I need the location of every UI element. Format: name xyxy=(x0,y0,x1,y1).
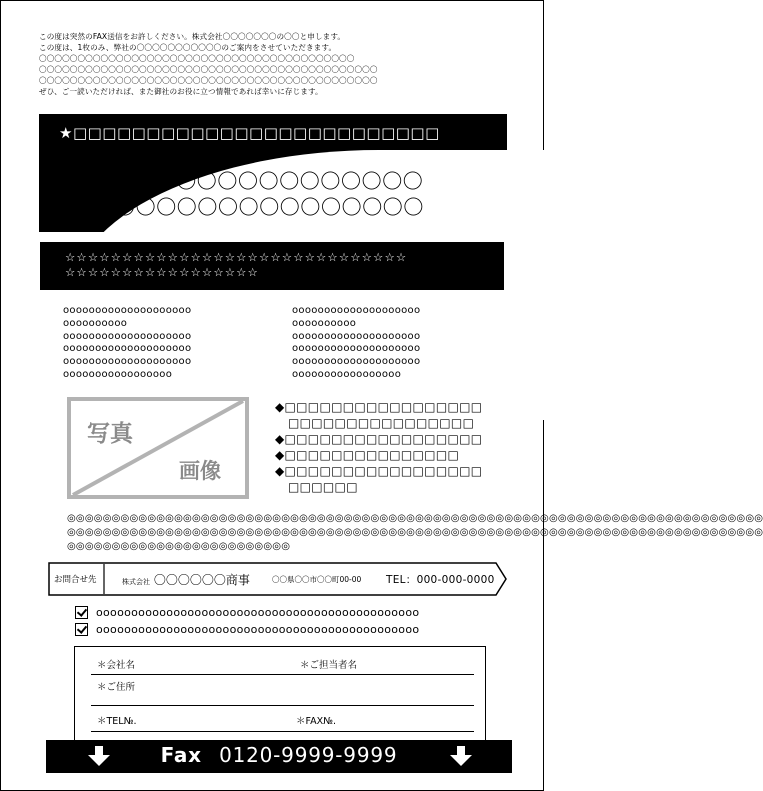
checkbox-label: oooooooooooooooooooooooooooooooooooooooooooooo xyxy=(96,623,420,636)
hero-circles xyxy=(115,168,495,220)
down-arrow-icon xyxy=(450,746,472,766)
intro-line: この度は、1枚のみ、弊社の〇〇〇〇〇〇〇〇〇〇〇のご案内をさせていただきます。 xyxy=(39,43,337,52)
text-line: oooooooooo xyxy=(292,317,357,329)
right-text-column xyxy=(292,305,420,382)
intro-line: 〇〇〇〇〇〇〇〇〇〇〇〇〇〇〇〇〇〇〇〇〇〇〇〇〇〇〇〇〇〇〇〇〇〇〇〇〇〇〇〇〇〇〇〇 xyxy=(39,65,378,74)
checkbox-row xyxy=(75,604,419,621)
text-line: oooooooooooooooooooo xyxy=(63,356,192,368)
hero-circles-line: 〇〇〇〇〇〇〇〇〇〇〇〇〇〇 xyxy=(135,169,424,193)
tel-field-line[interactable] xyxy=(91,731,474,732)
contact-tel: TEL：000-000-0000 xyxy=(386,574,495,586)
fax-number-value: 0120-9999-9999 xyxy=(219,743,398,767)
bullet-list xyxy=(275,399,515,495)
stars-banner xyxy=(40,242,504,290)
company-field-line[interactable] xyxy=(91,674,474,675)
stars-line: ☆☆☆☆☆☆☆☆☆☆☆☆☆☆☆☆☆ xyxy=(65,265,259,279)
contact-company xyxy=(122,571,250,588)
reply-form xyxy=(74,646,486,740)
hero-circles-line: 〇〇〇〇〇〇〇〇〇〇〇〇〇〇〇 xyxy=(115,195,424,219)
contact-banner xyxy=(48,562,508,596)
fax-number-banner xyxy=(46,740,512,773)
text-line: oooooooooooooooooooo xyxy=(63,330,192,342)
text-line: oooooooooooooooooooo xyxy=(292,356,421,368)
photo-diagonal xyxy=(67,397,249,499)
text-line: oooooooooooooooooooo xyxy=(292,343,421,355)
intro-line: 〇〇〇〇〇〇〇〇〇〇〇〇〇〇〇〇〇〇〇〇〇〇〇〇〇〇〇〇〇〇〇〇〇〇〇〇〇〇〇〇〇〇〇〇 xyxy=(39,76,378,85)
contact-address: 〇〇県〇〇市〇〇町00-00 xyxy=(272,575,362,584)
text-line: oooooooooooooooooooo xyxy=(63,343,192,355)
hero-title: ★□□□□□□□□□□□□□□□□□□□□□□□□□ xyxy=(59,124,440,142)
company-field-label: ＊会社名 xyxy=(97,660,136,671)
text-line: oooooooooooooooooooo xyxy=(292,330,421,342)
checked-checkbox[interactable] xyxy=(75,623,88,636)
text-line: ooooooooooooooooo xyxy=(292,368,402,380)
image-label: 画像 xyxy=(179,459,221,483)
company-prefix: 株式会社 xyxy=(122,578,150,586)
text-line: oooooooooooooooooooo xyxy=(63,305,192,316)
checked-checkbox[interactable] xyxy=(75,606,88,619)
left-text-column xyxy=(63,305,191,382)
bullet-item: ◆□□□□□□□□□□□□□□□□□ xyxy=(275,432,483,446)
bullet-item-continuation: □□□□□□□□□□□□□□□□ xyxy=(288,416,475,430)
photo-placeholder xyxy=(67,397,249,499)
address-field-line[interactable] xyxy=(91,705,474,706)
hero-banner xyxy=(39,114,507,232)
fax-label: Fax xyxy=(160,743,202,767)
text-line: ◎◎◎◎◎◎◎◎◎◎◎◎◎◎◎◎◎◎◎◎◎◎◎◎◎◎◎◎◎◎◎◎◎◎◎◎◎◎◎◎◎◎◎◎◎◎◎◎◎◎◎◎◎◎◎◎◎◎◎◎◎◎◎◎◎◎◎◎◎◎◎◎◎◎◎◎◎◎ xyxy=(67,513,763,524)
photo-label: 写真 xyxy=(87,421,133,447)
text-line: ooooooooooooooooo xyxy=(63,368,173,380)
bullet-item: ◆□□□□□□□□□□□□□□□□□ xyxy=(275,464,483,478)
text-line: ◎◎◎◎◎◎◎◎◎◎◎◎◎◎◎◎◎◎◎◎◎◎◎◎◎ xyxy=(67,541,291,552)
fax-number xyxy=(46,743,512,767)
company-name: 〇〇〇〇〇〇商事 xyxy=(153,573,250,587)
checkbox-label: oooooooooooooooooooooooooooooooooooooooooooooo xyxy=(96,606,420,619)
fax-field-label: ＊FAX№. xyxy=(296,716,336,727)
tel-field-label: ＊TEL№. xyxy=(97,716,137,727)
text-line: ◎◎◎◎◎◎◎◎◎◎◎◎◎◎◎◎◎◎◎◎◎◎◎◎◎◎◎◎◎◎◎◎◎◎◎◎◎◎◎◎◎◎◎◎◎◎◎◎◎◎◎◎◎◎◎◎◎◎◎◎◎◎◎◎◎◎◎◎◎◎◎◎◎◎◎◎◎◎ xyxy=(67,527,763,538)
checkbox-list xyxy=(75,604,419,638)
bullet-item: ◆□□□□□□□□□□□□□□□ xyxy=(275,448,460,462)
intro-text xyxy=(39,31,509,97)
stars-line: ☆☆☆☆☆☆☆☆☆☆☆☆☆☆☆☆☆☆☆☆☆☆☆☆☆☆☆☆☆☆ xyxy=(65,250,408,264)
checkbox-row xyxy=(75,621,419,638)
intro-line: ぜひ、ご一読いただければ、また御社のお役に立つ情報であれば幸いに存じます。 xyxy=(39,87,323,96)
person-field-label: ＊ご担当者名 xyxy=(300,660,358,671)
double-circle-text xyxy=(67,512,763,554)
bullet-item: ◆□□□□□□□□□□□□□□□□□ xyxy=(275,400,483,414)
intro-line: この度は突然のFAX送信をお許しください。株式会社〇〇〇〇〇〇〇の〇〇と申します。 xyxy=(39,32,346,41)
text-line: oooooooooo xyxy=(63,317,128,329)
address-field-label: ＊ご住所 xyxy=(97,682,136,693)
intro-line: 〇〇〇〇〇〇〇〇〇〇〇〇〇〇〇〇〇〇〇〇〇〇〇〇〇〇〇〇〇〇〇〇〇〇〇〇〇〇〇〇〇 xyxy=(39,54,355,63)
contact-label: お問合せ先 xyxy=(54,575,97,585)
text-line: oooooooooooooooooooo xyxy=(292,305,421,316)
bullet-item-continuation: □□□□□□ xyxy=(288,480,358,494)
